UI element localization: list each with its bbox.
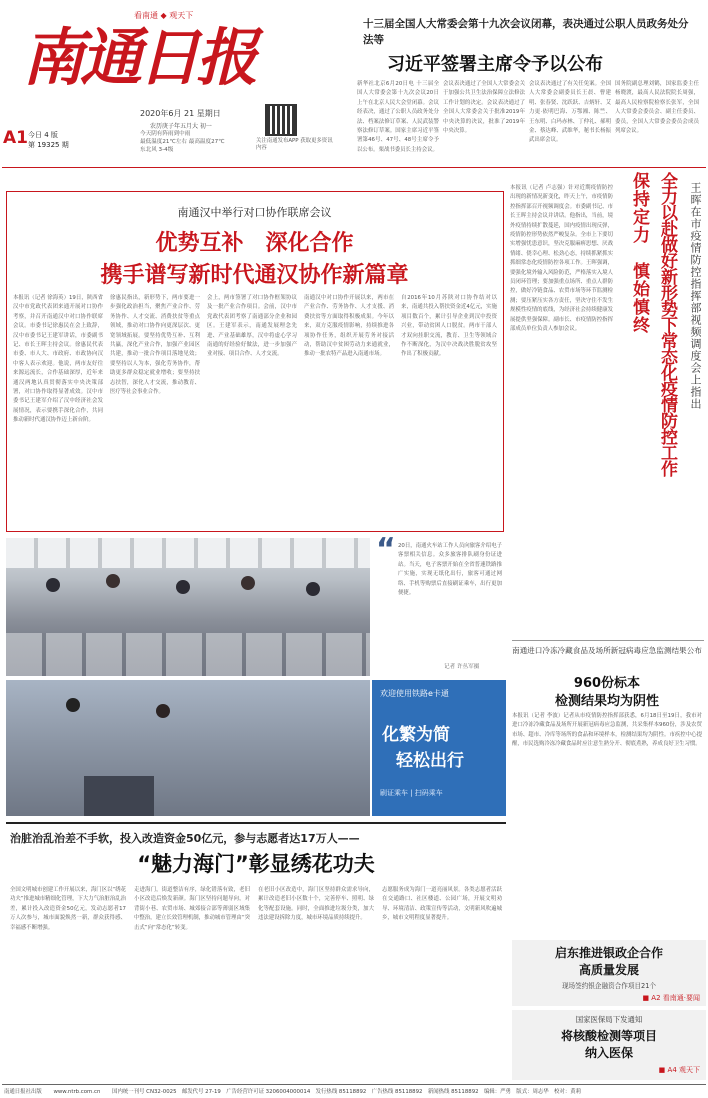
lead-col: 本报讯（记者 徐海英）19日，陕西省汉中市党政代表团来通开展对口协作考察，并召开南通汉中对口协作联席会议。市委书记徐惠民在会上致辞，汉中市委书记王建军讲话，市委副书记、市长王晖主持会议。徐惠民代表市委、市人大、市政府、市政协向汉中客人表示欢迎。他说，两市友好往来源远流长，合作基础深厚，近年来通汉两地认真贯彻落实中央决策部署，对口协作取得显著成效。汉中市委书记王建军介绍了汉中经济社会发展情况，表示要携手深化合作，共同推动新时代通汉协作迈上新台阶。 [13,295,103,424]
top-news-col: 会议表决通过了全国人大常委会关于加强公共卫生法治保障立法修法工作计划的决定。会议表决通过了全国人大常委会关于批准2019年中央决算的决议，批准了2019年中央决算。 [443,81,525,135]
brief2-headline-1: 将核酸检测等项目 [560,1029,657,1043]
weather-line: 今天阴有阵雨到中雨 [140,131,191,137]
brief-headline-2: 高质量发展 [578,963,639,977]
issue-number: 第 19325 期 [28,141,69,149]
test-headline-2: 检测结果均为阴性 [554,694,659,709]
top-news-col: 新华社北京6月20日电 十三届全国人大常委会第十九次会议20日上午在北京人民大会堂闭幕。会议经表决，通过了公职人员政务处分法、档案法修订草案、人民武装警察法修订草案。国家主席习近平签署第46号、47号、48号主席令予以公布。栗战书委员长主持会议。 [357,81,439,152]
qr-code-icon[interactable] [265,104,297,136]
top-news [357,14,703,164]
divider [2,1084,706,1085]
bottom-col: 志愿服务成为海门一道亮丽风景。各类志愿者活跃在交通路口、社区楼道、公园广场，开展文明劝导、环境清洁、政策宣传等活动，文明新风吹遍城乡，城市文明程度显著提升。 [382,887,502,922]
newspaper-logo: 南通日报 [22,21,255,94]
divider [2,167,706,168]
brief-pointer-label: A2 看南通·要闻 [651,994,700,1002]
footer-site[interactable]: www.ntrb.com.cn [53,1089,101,1095]
edition-label: A1 [3,128,28,148]
weather-line: 最低温度21℃左右 最高温度27℃ [140,139,225,145]
divider [6,822,506,824]
weather-box [140,130,255,154]
station-photo-bottom [6,680,370,816]
side-headline-2: 保持定力 慎始慎终 [629,172,649,334]
quote-mark-icon: “ [376,532,396,567]
brief-pointer[interactable] [642,993,700,1003]
lead-col: 会上，两市签署了对口协作框架协议及一批产业合作项目。会前，汉中市党政代表团考察了南通部分企业和园区。王建军表示，南通发展理念先进、产业基础雄厚，汉中将虚心学习南通的好经验好做法，进一步加强产业对接、项目合作、人才交流。 [207,295,297,358]
footer [4,1087,704,1097]
brief-sub: 现场签约银企融资合作项目21个 [561,982,657,990]
top-link-kantong[interactable]: 看南通 [134,11,158,20]
divider [512,640,704,641]
side-headline-3: 全力以赴做好新形势下常态化疫情防控工作 [657,172,677,476]
bottom-lead [6,826,506,1082]
lead-kicker: 南通汉中举行对口协作联席会议 [177,206,332,219]
banner-bottom-text: 刷证乘车 | 扫码乘车 [380,789,443,797]
top-news-headline: 习近平签署主席令予以公布 [387,54,603,75]
top-news-kicker: 十三届全国人大常委会第十九次会议闭幕，表决通过公职人员政务处分法等 [363,18,689,46]
brief2-headline-2: 纳入医保 [584,1046,633,1060]
lead-col: 自2016年10月苏陕对口协作结对以来，南通共投入帮扶资金近4亿元，实施项目数百个，累计引导企业到汉中投资兴业，带动贫困人口脱贫。两市干部人才双向挂职交流，教育、卫生等领域合作不断深化，为汉中决战决胜脱贫攻坚作出了积极贡献。 [401,295,497,358]
pointer-square-icon: ■ [642,994,650,1002]
station-photo-top [6,538,370,676]
lead-col: 徐惠民指出，新形势下，两市要进一步强化政治担当，聚焦产业合作、劳务协作、人才交流、消费扶贫等重点领域，推动对口协作向更深层次、更宽领域拓展。要坚持优势互补、互利共赢，深化产业合作，加强产业园区共建，推动一批合作项目落地见效；要坚持以人为本，强化劳务协作，帮助更多群众稳定就业增收；要坚持扶志扶智，深化人才交流，推动教育、医疗等社会事业合作。 [110,295,200,396]
lunar-date: 农历庚子年五月大 初一 [150,123,212,130]
banner-small-text: 欢迎使用铁路e卡通 [380,689,449,698]
brief-medical [512,1010,706,1080]
qr-caption: 关注南通发布APP 获取更多资讯内容 [256,138,333,151]
bottom-col: 在老旧小区改造中，海门区坚持群众需求导向，累计改造老旧小区数十个，完善停车、照明、绿化等配套设施。同时，全面推进垃圾分类，加大违法建设拆除力度，城市环境品质持续提升。 [258,887,374,922]
bottom-col: 走进海门，街道整洁有序，绿化错落有致，老旧小区改造后焕发新颜。海门区坚持问题导向，对背街小巷、农贸市场、城郊接合部等薄弱区域集中整治，建立长效管理机制，推动城市管理由“突击式”向“常态化”转变。 [134,887,250,931]
footer-info: 国内统一刊号 CN32-0025 邮发代号 27-19 广告经营许可证 3206004000014 发行热线 85118892 广告热线 85118892 新闻热线 85118892 编辑：严勇 版式：周志华 校对：黄莉 [112,1089,581,1095]
top-links [134,10,193,21]
test-story [512,646,706,936]
top-link-guantianxia[interactable]: 观天下 [169,11,194,20]
lead-col: 南通汉中对口协作开展以来，两市在产业合作、劳务协作、人才支援、消费扶贫等方面取得积极成果。今年以来，双方克服疫情影响，持续推进各项协作任务，组织开展劳务对接活动，帮助汉中贫困劳动力来通就业，推动一批农特产品进入南通市场。 [304,295,394,358]
lead-headline-2: 携手谱写新时代通汉协作新篇章 [100,263,409,288]
photo-caption [374,532,506,676]
banner-big-text-2: 轻松出行 [396,751,464,771]
date-line: 2020年6月 21 星期日 [140,109,221,118]
banner-big-text-1: 化繁为简 [382,725,450,745]
side-headline-1: 王晖在市疫情防控指挥部视频调度会上指出 [689,182,702,410]
brief2-pointer[interactable] [659,1065,700,1075]
top-news-col: 国务院副总理刘鹤，国家监委主任杨晓渡，最高人民法院院长周强，最高人民检察院检察长张军，全国人大常委会委员会、副主任委员、委员，全国人大常委会委员会成员列席会议。 [615,81,699,135]
e-card-banner [372,680,506,816]
weather-line: 东北风 3-4级 [140,147,174,153]
test-kicker: 南通进口冷冻冷藏食品及场所新冠病毒应急监测结果公布 [512,646,702,655]
test-story-text: 本报讯（记者 李波）记者从市疫情防控指挥部获悉，6月18日至19日，我市对进口冷冻冷藏食品及场所开展新冠病毒应急监测，共采集样本960份，涉及农贸市场、超市、冷库等场所的食品和环境样本，检测结果均为阴性。市疾控中心提醒，市民选购冷冻冷藏食品时应注意生熟分开、彻底煮熟，养成良好卫生习惯。 [512,713,702,748]
brief2-pointer-label: A4 观天下 [667,1066,700,1074]
bottom-kicker: 治脏治乱治差不手软，投入改造资金50亿元，参与志愿者达17万人—— [10,832,360,845]
top-news-col: 会议表决通过了有关任免案。全国人大常委会副委员长王晨、曹建明、张春贤、沈跃跃、吉炳轩、艾力更·依明巴海、万鄂湘、陈竺、王东明、白玛赤林、丁仲礼、郝明金、蔡达峰、武维华，秘书长杨振武出席会议。 [529,81,611,144]
pointer-square-icon: ■ [658,1066,666,1074]
photo-caption-text: 20日，南通火车站工作人员向旅客介绍电子客票相关信息。众多旅客排队刷身份证进站。当天，电子客票开始在全省普速铁路推广实施，实现无纸化出行，旅客可通过网络、手机等购票后直接刷证乘车，出行更加便捷。 [398,543,502,597]
bottom-headline: “魅力海门”彰显绣花功夫 [137,852,375,876]
brief-headline-1: 启东推进银政企合作 [554,946,663,960]
footer-publisher: 南通日报社出版 [4,1089,42,1095]
lead-story [6,191,504,532]
side-story-text: 本报讯（记者 卢志强）针对近期疫情防控出现的新情况新变化，昨天上午，市疫情防控指挥部召开视频调度会。市委副书记、市长王晖主持会议并讲话。他指出，当前，境外疫情持续扩散蔓延，国内疫情出现反弹，疫情防控形势依然严峻复杂。全市上下要切实增强忧患意识，坚决克服麻痹思想、厌战情绪、侥幸心理、松劲心态，持续抓紧抓实抓细常态化疫情防控各项工作。王晖强调，要强化境外输入风险防范，严格落实入境人员闭环管理；要加强重点场所、重点人群防控，做好冷链食品、农贸市场等环节监测检测；要压紧压实各方责任，坚决守住不发生规模性疫情的底线，为经济社会持续健康发展提供坚强保障。副市长、市疫情防控指挥部成员单位负责人参加会议。 [510,185,613,333]
test-headline-1: 960份标本 [573,676,641,691]
photo-credit: 记者 许丛军摄 [444,664,480,670]
brief-qidong [512,940,706,1006]
edition-info: 今日 4 版 [28,131,58,139]
bottom-col: 全国文明城市创建工作开展以来，海门区以“绣花功夫”推进城市精细化管理，下大力气治脏治乱治差，累计投入改造资金50亿元，发动志愿者17万人次参与，城市面貌焕然一新，群众获得感、幸福感不断增强。 [10,887,126,931]
bird-icon: ◆ [160,11,167,20]
side-story [510,170,705,635]
brief2-kicker: 国家医保局下发通知 [575,1015,643,1024]
lead-headline-1: 优势互补 深化合作 [155,231,354,256]
